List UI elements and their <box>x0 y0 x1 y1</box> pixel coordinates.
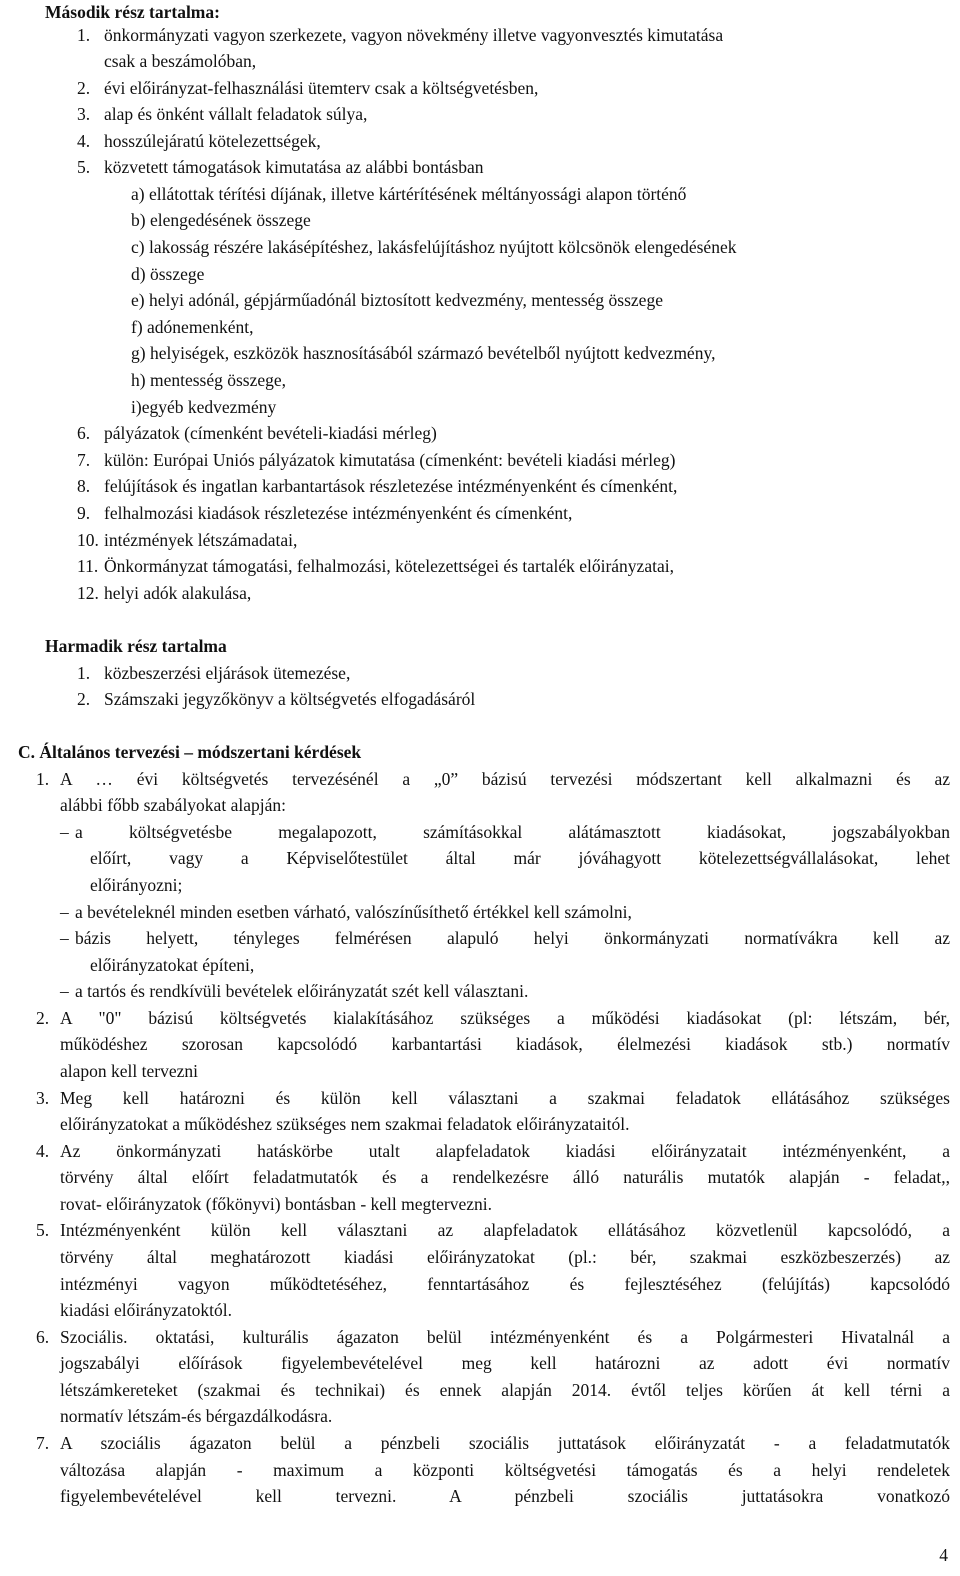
list-item: 7. külön: Európai Uniós pályázatok kimutatása (címenként: bevételi kiadási mérleg) <box>77 450 676 470</box>
para-number: 6. <box>36 1327 50 1347</box>
para-number: 1. <box>36 769 50 789</box>
list-item: 8. felújítások és ingatlan karbantartások részletezése intézményenként és címenként, <box>77 476 678 496</box>
bullet-line: a tartós és rendkívüli bevételek előirányzatát szét kell választani. <box>75 981 529 1001</box>
para-line: Meg kell határozni és külön kell választani a szakmai feladatok ellátásához szükséges <box>60 1088 950 1108</box>
para-number: 3. <box>36 1088 50 1108</box>
bullet-line: bázis helyett, tényleges felmérésen alapuló helyi önkormányzati normatívákra kell az <box>75 928 950 948</box>
para-number: 4. <box>36 1141 50 1161</box>
dash-bullet: – <box>60 822 69 842</box>
dash-bullet: – <box>60 902 69 922</box>
list-item: 2. évi előirányzat-felhasználási ütemterv csak a költségvetésben, <box>77 78 539 98</box>
list-item: 2. Számszaki jegyzőkönyv a költségvetés elfogadásáról <box>77 689 476 709</box>
sub-item: e) helyi adónál, gépjárműadónál biztosított kedvezmény, mentesség összege <box>131 290 663 310</box>
para-line: normatív létszám-és bérgazdálkodásra. <box>60 1406 333 1426</box>
para-line: figyelembevételével kell tervezni. A pénzbeli szociális juttatásokra vonatkozó <box>60 1486 950 1506</box>
sub-item: d) összege <box>131 264 205 284</box>
para-line: intézményi vagyon működtetéséhez, fenntartásához és fejlesztéséhez (felújítás) kapcsolódó <box>60 1274 950 1294</box>
sub-item: f) adónemenként, <box>131 317 254 337</box>
list-item: 3. alap és önként vállalt feladatok súlya, <box>77 104 368 124</box>
para-number: 7. <box>36 1433 50 1453</box>
para-line: törvény által meghatározott kiadási előirányzatokat (pl.: bér, szakmai eszközbeszerzés) az <box>60 1247 950 1267</box>
list-item: 12. helyi adók alakulása, <box>77 583 252 603</box>
bullet-line: előirányzatokat építeni, <box>90 955 255 975</box>
para-line: A … évi költségvetés tervezésénél a „0” bázisú tervezési módszertant kell alkalmazni és az <box>60 769 950 789</box>
bullet-line: előirányozni; <box>90 875 183 895</box>
para-line: A "0" bázisú költségvetés kialakításához szükséges a működési kiadásokat (pl: létszám, bér, <box>60 1008 950 1028</box>
para-line: létszámkereteket (szakmai és technikai) és ennek alapján 2014. évtől teljes körűen át kell térni a <box>60 1380 950 1400</box>
para-line: Szociális. oktatási, kulturális ágazaton belül intézményenként és a Polgármesteri Hivatalnál a <box>60 1327 950 1347</box>
sub-item: b) elengedésének összege <box>131 210 311 230</box>
para-number: 5. <box>36 1220 50 1240</box>
dash-bullet: – <box>60 928 69 948</box>
page-number: 4 <box>939 1545 948 1565</box>
bullet-line: a költségvetésbe megalapozott, számításokkal alátámasztott kiadásokat, jogszabályokban <box>75 822 950 842</box>
para-line: törvény által előírt feladatmutatók és a rendelkezésre álló naturális mutatók alapján - feladat,, <box>60 1167 950 1187</box>
list-item: 1. közbeszerzési eljárások ütemezése, <box>77 663 351 683</box>
list-item: 10. intézmények létszámadatai, <box>77 530 298 550</box>
para-line: A szociális ágazaton belül a pénzbeli szociális juttatások előirányzatát - a feladatmutatók <box>60 1433 950 1453</box>
section-c-heading: C. Általános tervezési – módszertani kérdések <box>18 742 362 762</box>
para-line: előirányzatokat a működéshez szükséges nem szakmai feladatok előirányzataitól. <box>60 1114 630 1134</box>
list-item: 5. közvetett támogatások kimutatása az alábbi bontásban <box>77 157 484 177</box>
list-item: 6. pályázatok (címenként bevételi-kiadási mérleg) <box>77 423 437 443</box>
para-number: 2. <box>36 1008 50 1028</box>
list-item-continuation: csak a beszámolóban, <box>104 51 257 71</box>
part2-heading: Második rész tartalma: <box>45 2 220 22</box>
sub-item: a) ellátottak térítési díjának, illetve kártérítésének méltányossági alapon történő <box>131 184 687 204</box>
list-item: 4. hosszúlejáratú kötelezettségek, <box>77 131 321 151</box>
list-item: 9. felhalmozási kiadások részletezése intézményenként és címenként, <box>77 503 573 523</box>
para-line: rovat- előirányzatok (főkönyvi) bontásban - kell megtervezni. <box>60 1194 492 1214</box>
sub-item: c) lakosság részére lakásépítéshez, lakásfelújításhoz nyújtott kölcsönök elengedésének <box>131 237 737 257</box>
sub-item: g) helyiségek, eszközök hasznosításából származó bevételből nyújtott kedvezmény, <box>131 343 716 363</box>
dash-bullet: – <box>60 981 69 1001</box>
bullet-line: előírt, vagy a Képviselőtestület által már jóváhagyott kötelezettségvállalásokat, lehet <box>90 848 950 868</box>
para-line: Intézményenként külön kell választani az alapfeladatok ellátásához közvetlenül kapcsolódó, a <box>60 1220 950 1240</box>
para-line: jogszabályi előírások figyelembevételével meg kell határozni az adott évi normatív <box>60 1353 950 1373</box>
list-item: 11. Önkormányzat támogatási, felhalmozási, kötelezettségei és tartalék előirányzatai, <box>77 556 674 576</box>
part3-heading: Harmadik rész tartalma <box>45 636 227 656</box>
bullet-line: a bevételeknél minden esetben várható, valószínűsíthető értékkel kell számolni, <box>75 902 632 922</box>
para-line: működéshez szorosan kapcsolódó karbantartási kiadások, élelmezési kiadások stb.) normatív <box>60 1034 950 1054</box>
para-line: kiadási előirányzatoktól. <box>60 1300 233 1320</box>
para-line: Az önkormányzati hatáskörbe utalt alapfeladatok kiadási előirányzatait intézményenként, a <box>60 1141 950 1161</box>
para-line: alábbi főbb szabályokat alapján: <box>60 795 286 815</box>
sub-item: h) mentesség összege, <box>131 370 287 390</box>
para-line: alapon kell tervezni <box>60 1061 198 1081</box>
list-item: 1. önkormányzati vagyon szerkezete, vagyon növekmény illetve vagyonvesztés kimutatása <box>77 25 724 45</box>
para-line: változása alapján - maximum a központi költségvetési támogatás és a helyi rendeletek <box>60 1460 950 1480</box>
sub-item: i)egyéb kedvezmény <box>131 397 277 417</box>
